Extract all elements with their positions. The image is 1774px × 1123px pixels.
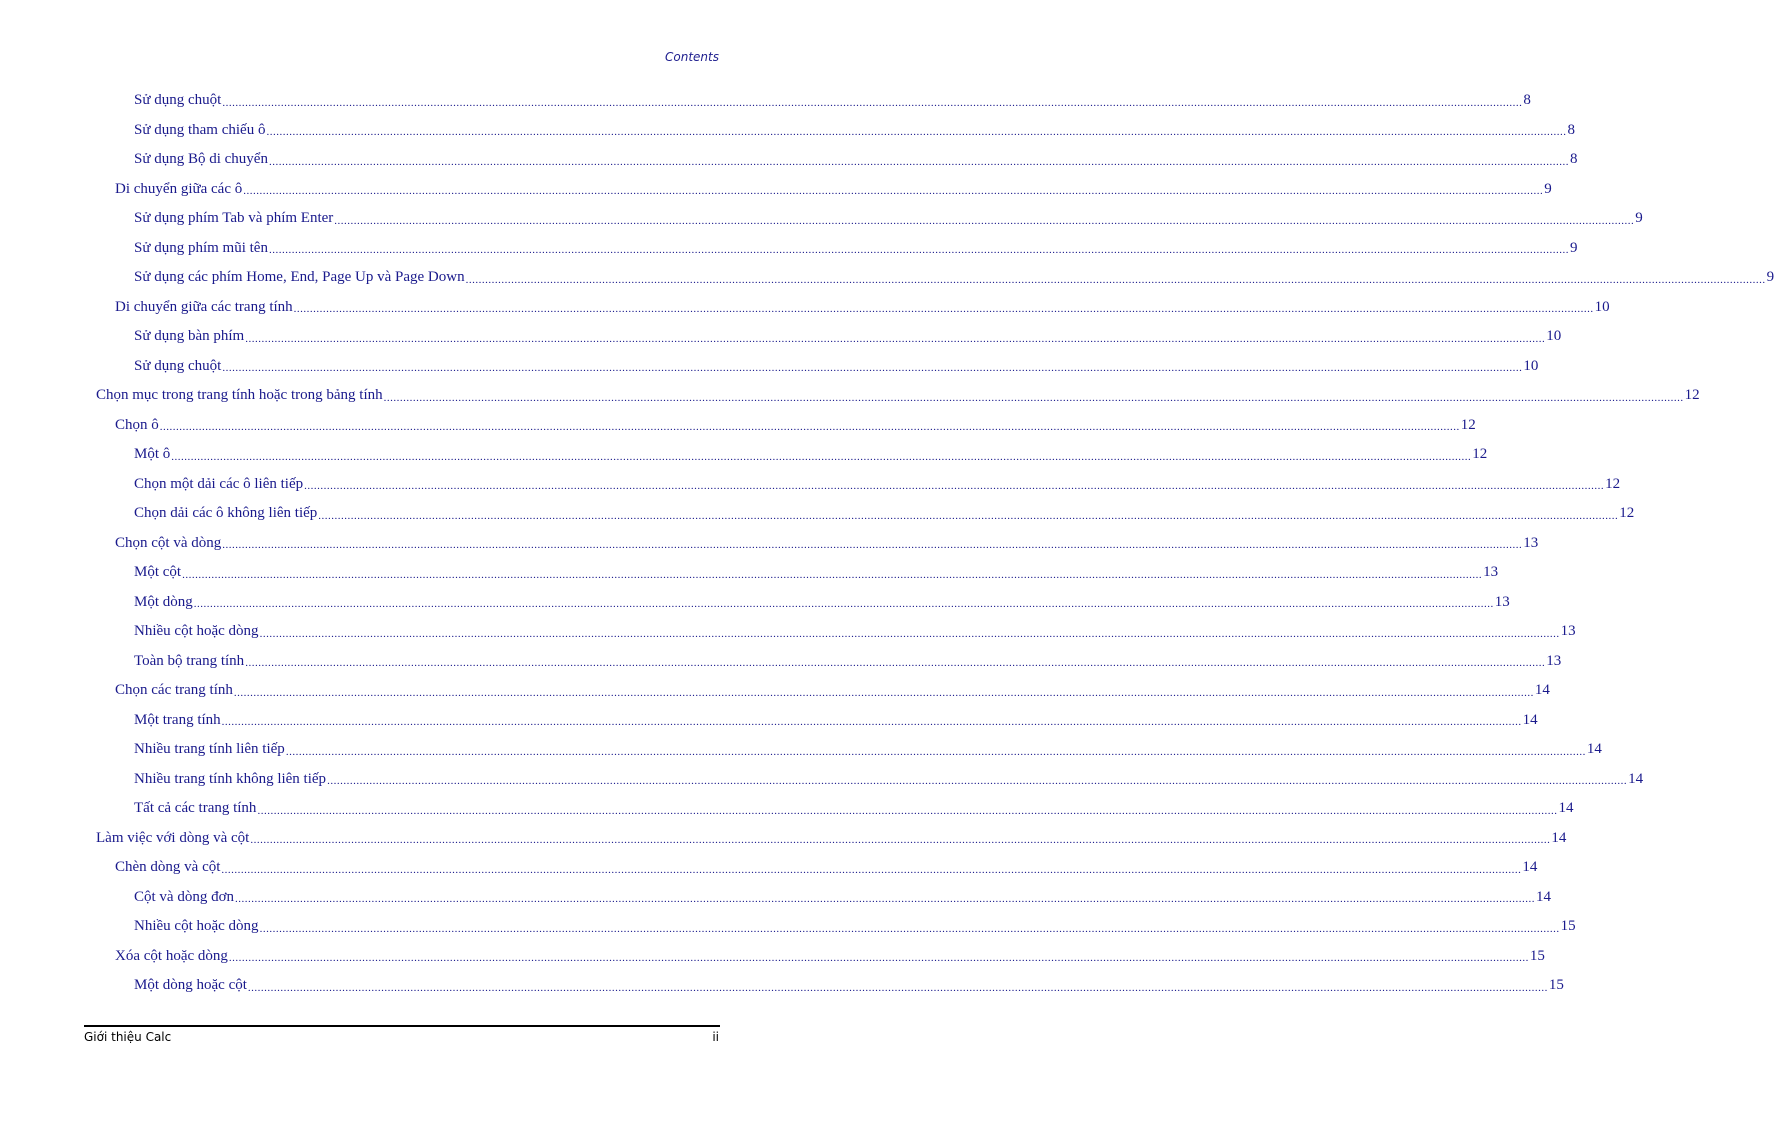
toc-entry-title: Xóa cột hoặc dòng (115, 947, 228, 964)
toc-entry-page-number: 10 (1546, 328, 1562, 345)
toc-entry-title: Một ô (134, 446, 171, 463)
toc-dot-leader: ................................................................................................................................................................................................................................................................................................................................................................................................................ (250, 834, 1551, 846)
toc-entry[interactable] (96, 971, 1564, 1001)
toc-dot-leader: ................................................................................................................................................................................................................................................................................................................................................................................................................ (233, 686, 1534, 699)
toc-entry-page-number: 9 (1569, 239, 1578, 256)
toc-dot-leader: ................................................................................................................................................................................................................................................................................................................................................................................................................ (193, 598, 1494, 610)
toc-entry[interactable] (96, 647, 1562, 677)
toc-dot-leader: ................................................................................................................................................................................................................................................................................................................................................................................................................ (221, 863, 1522, 876)
toc-dot-leader: ................................................................................................................................................................................................................................................................................................................................................................................................................ (222, 362, 1523, 374)
toc-entry-title: Làm việc với dòng và cột (96, 829, 250, 846)
toc-dot-leader: ................................................................................................................................................................................................................................................................................................................................................................................................................ (465, 273, 1766, 286)
toc-entry-page-number: 15 (1560, 918, 1576, 935)
toc-entry-page-number: 14 (1628, 770, 1644, 787)
toc-entry-page-number: 14 (1586, 741, 1602, 758)
toc-entry[interactable] (96, 735, 1602, 765)
toc-dot-leader: ................................................................................................................................................................................................................................................................................................................................................................................................................ (304, 480, 1605, 492)
toc-entry-title: Chọn một dải các ô liên tiếp (134, 475, 304, 492)
toc-entry[interactable] (96, 116, 1575, 146)
toc-entry[interactable] (96, 588, 1510, 618)
toc-entry-page-number: 12 (1605, 475, 1621, 492)
toc-entry-page-number: 14 (1534, 682, 1550, 699)
toc-entry[interactable] (96, 263, 1774, 293)
toc-entry[interactable] (96, 352, 1539, 382)
toc-entry-title: Sử dụng các phím Home, End, Page Up và Page Down (134, 269, 465, 286)
toc-entry-page-number: 9 (1635, 210, 1643, 227)
toc-entry[interactable] (96, 942, 1545, 972)
toc-entry[interactable] (96, 470, 1621, 500)
toc-entry[interactable] (96, 765, 1644, 795)
toc-dot-leader: ................................................................................................................................................................................................................................................................................................................................................................................................................ (259, 627, 1560, 640)
toc-dot-leader: ................................................................................................................................................................................................................................................................................................................................................................................................................ (245, 332, 1546, 345)
toc-entry[interactable] (96, 853, 1538, 883)
toc-entry[interactable] (96, 204, 1643, 234)
toc-entry-title: Một dòng (134, 593, 193, 610)
footer-page-number: ii (712, 1030, 719, 1044)
toc-entry-title: Cột và dòng đơn (134, 888, 235, 905)
toc-entry-page-number: 13 (1560, 623, 1576, 640)
toc-entry[interactable] (96, 883, 1552, 913)
toc-entry-title: Một dòng hoặc cột (134, 977, 247, 994)
toc-entry[interactable] (96, 145, 1578, 175)
toc-entry-title: Chọn mục trong trang tính hoặc trong bảng tính (96, 387, 383, 404)
toc-entry-title: Tất cả các trang tính (134, 800, 257, 817)
toc-entry-title: Sử dụng bàn phím (134, 328, 245, 345)
toc-dot-leader: ................................................................................................................................................................................................................................................................................................................................................................................................................ (182, 568, 1483, 581)
toc-entry-title: Di chuyển giữa các ô (115, 180, 243, 197)
toc-entry-page-number: 10 (1523, 357, 1539, 374)
running-header-title: Contents (665, 50, 719, 64)
toc-entry[interactable] (96, 322, 1562, 352)
toc-entry[interactable] (96, 558, 1499, 588)
footer-document-title: Giới thiệu Calc (84, 1030, 172, 1044)
toc-dot-leader: ................................................................................................................................................................................................................................................................................................................................................................................................................ (222, 96, 1523, 109)
toc-entry-title: Sử dụng phím Tab và phím Enter (134, 210, 334, 227)
toc-entry[interactable] (96, 912, 1576, 942)
toc-dot-leader: ................................................................................................................................................................................................................................................................................................................................................................................................................ (243, 185, 1544, 197)
toc-dot-leader: ................................................................................................................................................................................................................................................................................................................................................................................................................ (327, 775, 1628, 787)
toc-dot-leader: ................................................................................................................................................................................................................................................................................................................................................................................................................ (266, 126, 1567, 138)
toc-entry-page-number: 12 (1460, 416, 1476, 433)
toc-dot-leader: ................................................................................................................................................................................................................................................................................................................................................................................................................ (159, 421, 1460, 433)
toc-entry-page-number: 8 (1523, 92, 1531, 109)
toc-entry[interactable] (96, 676, 1550, 706)
toc-entry-title: Một cột (134, 564, 182, 581)
toc-entry-title: Sử dụng Bộ di chuyển (134, 151, 268, 168)
toc-dot-leader: ................................................................................................................................................................................................................................................................................................................................................................................................................ (259, 922, 1560, 935)
toc-entry[interactable] (96, 499, 1635, 529)
toc-dot-leader: ................................................................................................................................................................................................................................................................................................................................................................................................................ (318, 509, 1619, 522)
toc-dot-leader: ................................................................................................................................................................................................................................................................................................................................................................................................................ (235, 893, 1536, 905)
toc-dot-leader: ................................................................................................................................................................................................................................................................................................................................................................................................................ (293, 303, 1594, 315)
toc-entry-page-number: 9 (1544, 180, 1552, 197)
toc-dot-leader: ................................................................................................................................................................................................................................................................................................................................................................................................................ (383, 391, 1684, 404)
toc-entry[interactable] (96, 617, 1576, 647)
toc-entry-page-number: 13 (1483, 564, 1499, 581)
toc-dot-leader: ................................................................................................................................................................................................................................................................................................................................................................................................................ (334, 214, 1635, 227)
toc-entry-page-number: 14 (1558, 800, 1574, 817)
toc-entry[interactable] (96, 175, 1552, 205)
toc-dot-leader: ................................................................................................................................................................................................................................................................................................................................................................................................................ (221, 716, 1522, 728)
toc-entry-page-number: 10 (1594, 298, 1610, 315)
toc-entry-page-number: 14 (1551, 829, 1567, 846)
toc-entry[interactable] (96, 706, 1538, 736)
toc-entry-title: Sử dụng phím mũi tên (134, 239, 268, 256)
toc-entry-title: Chọn dải các ô không liên tiếp (134, 505, 318, 522)
toc-entry-page-number: 14 (1522, 859, 1538, 876)
toc-entry-page-number: 14 (1536, 888, 1552, 905)
toc-entry-title: Nhiều cột hoặc dòng (134, 623, 259, 640)
toc-dot-leader: ................................................................................................................................................................................................................................................................................................................................................................................................................ (285, 745, 1586, 758)
toc-entry-title: Nhiều cột hoặc dòng (134, 918, 259, 935)
toc-entry-page-number: 9 (1766, 269, 1774, 286)
toc-entry-page-number: 12 (1684, 387, 1700, 404)
toc-entry-page-number: 13 (1523, 534, 1539, 551)
toc-entry-title: Chọn ô (115, 416, 159, 433)
toc-entry[interactable] (96, 824, 1567, 854)
toc-entry[interactable] (96, 234, 1578, 264)
toc-dot-leader: ................................................................................................................................................................................................................................................................................................................................................................................................................ (245, 657, 1546, 669)
toc-entry-title: Một trang tính (134, 711, 221, 728)
toc-entry-title: Sử dụng chuột (134, 357, 222, 374)
footer-rule (84, 1025, 720, 1027)
toc-entry-page-number: 8 (1567, 121, 1575, 138)
toc-dot-leader: ................................................................................................................................................................................................................................................................................................................................................................................................................ (257, 804, 1558, 817)
toc-entry-title: Sử dụng tham chiếu ô (134, 121, 266, 138)
toc-entry-page-number: 12 (1472, 446, 1488, 463)
toc-entry[interactable] (96, 440, 1488, 470)
toc-dot-leader: ................................................................................................................................................................................................................................................................................................................................................................................................................ (247, 981, 1548, 994)
toc-dot-leader: ................................................................................................................................................................................................................................................................................................................................................................................................................ (222, 539, 1523, 551)
toc-entry[interactable] (96, 381, 1700, 411)
toc-entry-title: Toàn bộ trang tính (134, 652, 245, 669)
toc-entry-page-number: 8 (1569, 151, 1578, 168)
toc-entry-title: Sử dụng chuột (134, 92, 222, 109)
toc-entry-page-number: 13 (1494, 593, 1510, 610)
toc-entry[interactable] (96, 529, 1539, 559)
toc-entry-page-number: 12 (1619, 505, 1635, 522)
toc-entry-title: Di chuyển giữa các trang tính (115, 298, 293, 315)
table-of-contents (96, 86, 1774, 1001)
toc-entry[interactable] (96, 794, 1574, 824)
toc-entry-page-number: 15 (1548, 977, 1564, 994)
toc-entry-title: Chèn dòng và cột (115, 859, 221, 876)
toc-entry-page-number: 13 (1546, 652, 1562, 669)
toc-entry-title: Chọn các trang tính (115, 682, 233, 699)
toc-entry[interactable] (96, 293, 1610, 323)
toc-dot-leader: ................................................................................................................................................................................................................................................................................................................................................................................................................ (268, 244, 1569, 256)
toc-entry-title: Chọn cột và dòng (115, 534, 222, 551)
toc-dot-leader: ................................................................................................................................................................................................................................................................................................................................................................................................................ (171, 450, 1472, 463)
toc-entry-page-number: 15 (1529, 947, 1545, 964)
toc-entry[interactable] (96, 86, 1531, 116)
toc-entry-title: Nhiều trang tính liên tiếp (134, 741, 285, 758)
toc-dot-leader: ................................................................................................................................................................................................................................................................................................................................................................................................................ (268, 155, 1569, 168)
toc-entry-title: Nhiều trang tính không liên tiếp (134, 770, 327, 787)
toc-entry-page-number: 14 (1522, 711, 1538, 728)
toc-entry[interactable] (96, 411, 1476, 441)
toc-dot-leader: ................................................................................................................................................................................................................................................................................................................................................................................................................ (228, 952, 1529, 964)
